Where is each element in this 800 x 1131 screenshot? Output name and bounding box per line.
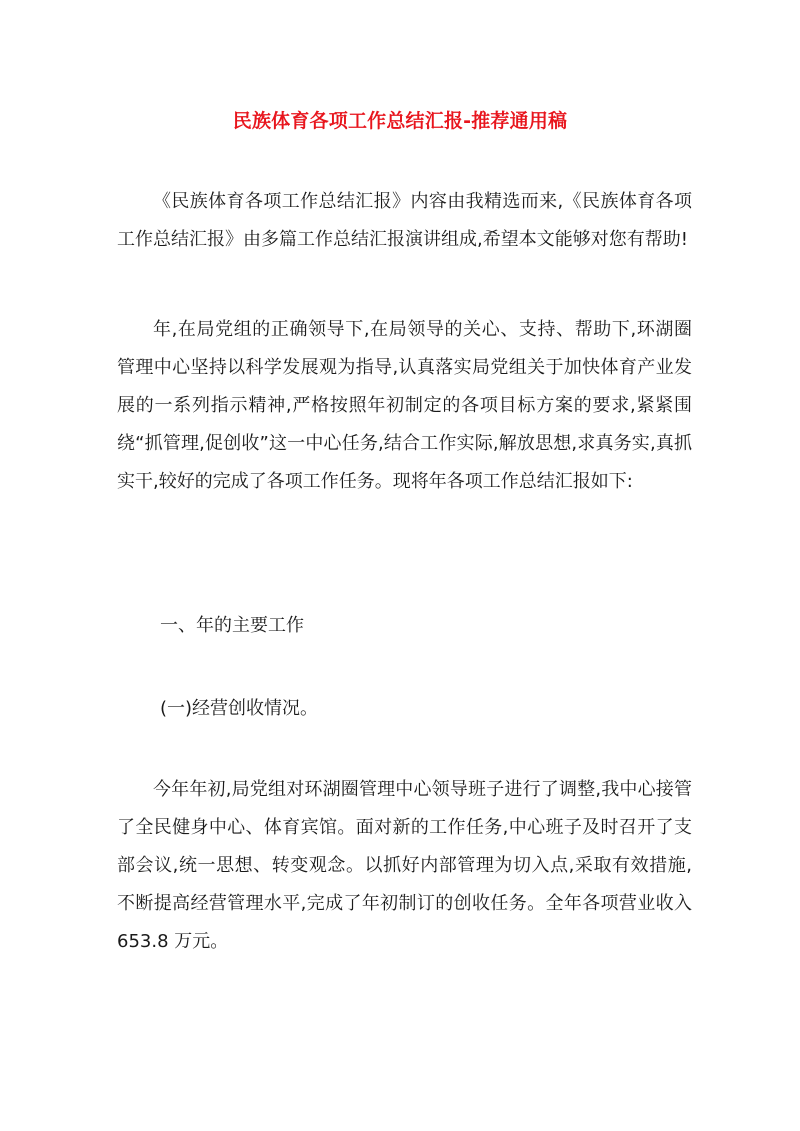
subsection-heading: (一)经营创收情况。	[160, 698, 319, 719]
intro-paragraph: 《民族体育各项工作总结汇报》内容由我精选而来,《民族体育各项工作总结汇报》由多篇工作总结汇报演讲组成,希望本文能够对您有帮助!	[117, 191, 692, 250]
section-heading: 一、年的主要工作	[160, 615, 304, 636]
body-paragraph-1: 年,在局党组的正确领导下,在局领导的关心、支持、帮助下,环湖圈管理中心坚持以科学发展观为指导,认真落实局党组关于加快体育产业发展的一系列指示精神,严格按照年初制定的各项目标方案的要求,紧紧围绕“抓管理,促创收”这一中心任务,结合工作实际,解放思想,求真务实,真抓实干,较好的完成了各项工作任务。现将年各项工作总结汇报如下:	[117, 319, 692, 492]
document-title: 民族体育各项工作总结汇报-推荐通用稿	[232, 110, 568, 132]
body-paragraph-2: 今年年初,局党组对环湖圈管理中心领导班子进行了调整,我中心接管了全民健身中心、体育宾馆。面对新的工作任务,中心班子及时召开了支部会议,统一思想、转变观念。以抓好内部管理为切入点,采取有效措施,不断提高经营管理水平,完成了年初制订的创收任务。全年各项营业收入 653.8 万元。	[117, 779, 692, 952]
